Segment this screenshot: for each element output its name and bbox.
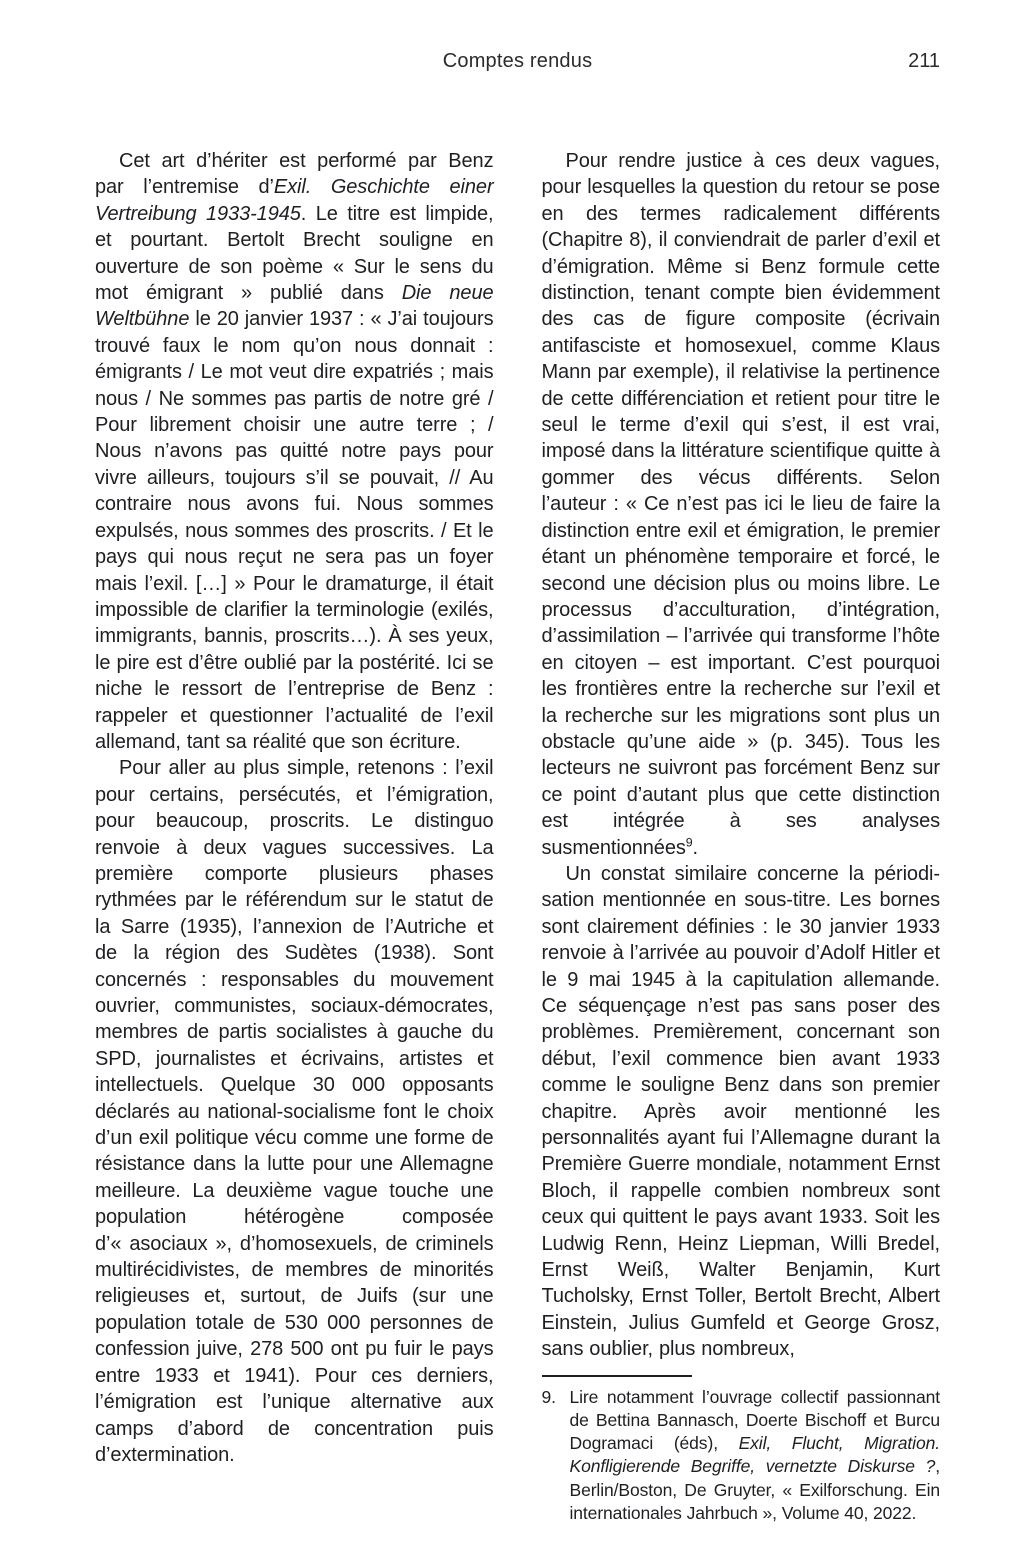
footnote-text: Lire notamment l’ouvrage collectif passionnant de Bettina Bannasch, Doerte Bischoff et Burcu Dogramaci (éds), Exil, Flucht, Migration. Konfligierende Begriffe, vernetzte Diskurse ?, Berlin/Boston, De Gruyter, « Exilforschung. Ein internationales Jahrbuch », Volume 40, 2022.	[569, 1386, 940, 1523]
right-column	[542, 148, 941, 1525]
paragraph-left-1: Cet art d’hériter est performé par Benz par l’entremise d’Exil. Geschichte einer Vertreibung 1933-1945. Le titre est limpide, et pourtant. Bertolt Brecht souligne en ouverture de son poème « Sur le sens du mot émigrant » publié dans Die neue Weltbühne le 20 janvier 1937 : « J’ai toujours trouvé faux le nom qu’on nous donnait : émigrants / Le mot veut dire expatriés ; mais nous / Ne sommes pas partis de notre gré / Pour librement choisir une autre terre ; / Nous n’avons pas quitté notre pays pour vivre ailleurs, toujours s’il se pouvait, // Au contraire nous avons fui. Nous sommes expulsés, nous sommes des proscrits. / Et le pays qui nous reçut ne sera pas un foyer mais l’exil. […] » Pour le dramaturge, il était impossible de clarifier la terminologie (exilés, immigrants, bannis, proscrits…). À ses yeux, le pire est d’être oublié par la postérité. Ici se niche le ressort de l’entreprise de Benz : rappeler et questionner l’actualité de l’exil allemand, tant sa réalité que son écriture.	[95, 150, 494, 753]
text-columns	[95, 148, 940, 1525]
footnote-number: 9.	[541, 1386, 556, 1407]
page-number: 211	[908, 50, 940, 72]
left-column	[95, 148, 494, 1525]
paragraph-left-2: Pour aller au plus simple, retenons : l’exil pour certains, persécutés, et l’émigration, pour beaucoup, proscrits. Le distinguo renvoie à deux vagues successives. La première comporte plusieurs phases rythmées par le référendum sur le statut de la Sarre (1935), l’annexion de l’Autriche et de la région des Sudètes (1938). Sont concernés : responsables du mouvement ouvrier, communistes, sociaux-démocrates, membres de partis socialistes à gauche du SPD, journalistes et écrivains, artistes et intellectuels. Quelque 30 000 opposants déclarés au national-socialisme font le choix d’un exil politique vécu comme une forme de résistance dans la lutte pour une Allemagne meilleure. La deuxième vague touche une population hétérogène composée d’« asociaux », d’homosexuels, de criminels multirécidivistes, de membres de minorités religieuses et, surtout, de Juifs (sur une population totale de 530 000 personnes de confession juive, 278 500 ont pu fuir le pays entre 1933 et 1941). Pour ces derniers, l’émigration est l’unique alternative aux camps d’abord de concentration puis d’extermination.	[95, 757, 494, 1466]
paragraph-right-2: Un constat similaire concerne la périodisation mentionnée en sous-titre. Les bornes sont clairement définies : le 30 janvier 1933 renvoie à l’arrivée au pouvoir d’Adolf Hitler et le 9 mai 1945 à la capitulation allemande. Ce séquençage n’est pas sans poser des problèmes. Premièrement, concernant son début, l’exil commence bien avant 1933 comme le souligne Benz dans son premier chapitre. Après avoir mentionné les personnalités ayant fui l’Allemagne durant la Première Guerre mondiale, notamment Ernst Bloch, il rappelle combien nombreux sont ceux qui quittent le pays avant 1933. Soit les Ludwig Renn, Heinz Liepman, Willi Bredel, Ernst Weiß, Walter Benjamin, Kurt Tucholsky, Ernst Toller, Bertolt Brecht, Albert Einstein, Julius Gumfeld et George Grosz, sans oublier, plus nombreux,	[541, 862, 940, 1361]
page-header	[95, 0, 940, 76]
footnote-9	[542, 1386, 941, 1525]
footnote-block	[542, 1375, 941, 1525]
running-title: Comptes rendus	[442, 50, 593, 72]
paragraph-right-1: Pour rendre justice à ces deux vagues, pour lesquelles la question du retour se pose en des termes radicalement différents (Chapitre 8), il conviendrait de parler d’exil et d’émigration. Même si Benz formule cette distinction, tenant compte bien évidemment des cas de figure composite (écrivain antifasciste et homosexuel, comme Klaus Mann par exemple), il relativise la pertinence de cette différenciation et retient pour titre le seul le terme d’exil qui s’est, il est vrai, imposé dans la littérature scientifique quitte à gommer des vécus différents. Selon l’auteur : « Ce n’est pas ici le lieu de faire la distinction entre exil et émigration, le premier étant un phénomène temporaire et forcé, le second une décision plus ou moins libre. Le processus d’acculturation, d’intégration, d’assimilation – l’arrivée qui transforme l’hôte en citoyen – est important. C’est pourquoi les frontières entre la recherche sur l’exil et la recherche sur les migrations sont plus un obstacle qu’une aide » (p. 345). Tous les lecteurs ne suivront pas forcément Benz sur ce point d’autant plus que cette distinction est intégrée à ses analyses susmentionnées$^9$.	[541, 150, 940, 859]
footnote-rule	[542, 1375, 692, 1377]
